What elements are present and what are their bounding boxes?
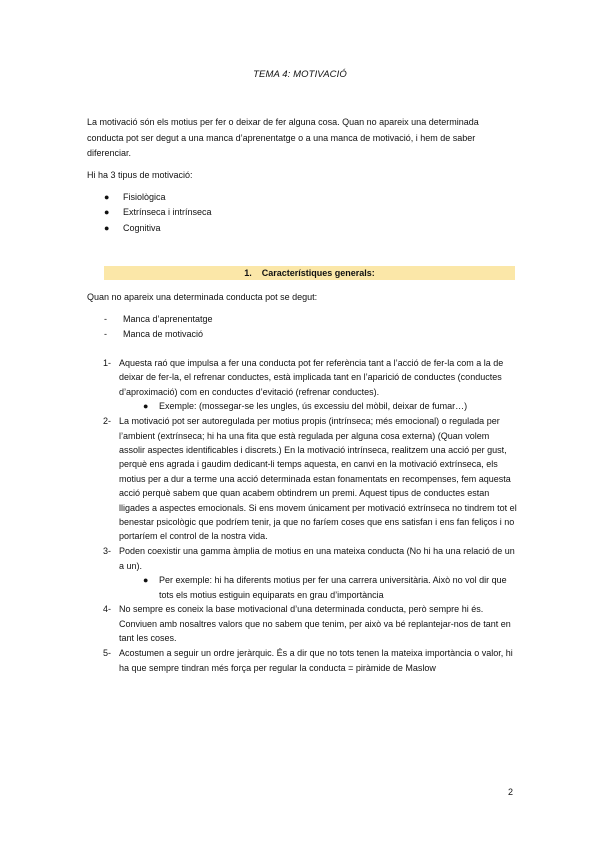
list-item: 4- No sempre es coneix la base motivacional d’una determinada conducta, però sempre hi és. Conviuen amb nosaltres valors que no sabem que tenim, per això va bé replantejar-nos de tant en tant les coses. bbox=[103, 604, 511, 644]
bullet-icon: ● bbox=[104, 192, 110, 202]
bullet-icon: ● bbox=[143, 401, 149, 412]
bullet-icon: ● bbox=[104, 207, 110, 218]
types-intro: Hi ha 3 tipus de motivació: bbox=[87, 170, 193, 180]
bullet-icon: ● bbox=[104, 222, 110, 233]
list-item: ● Extrínseca i intrínseca bbox=[87, 205, 212, 220]
list-item: - Manca d’aprenentatge bbox=[87, 312, 213, 327]
page-title: TEMA 4: MOTIVACIÓ bbox=[253, 69, 347, 80]
sub-item: ● Per exemple: hi ha diferents motius per fer una carrera universitària. Això no vol dir que tots els motius estiguin equiparats en grau d’importància bbox=[143, 575, 507, 600]
bullet-icon: ● bbox=[143, 575, 149, 586]
cause-intro: Quan no apareix una determinada conducta pot se degut: bbox=[87, 292, 318, 302]
page-number: 2 bbox=[508, 787, 514, 797]
list-item: ● Cognitiva bbox=[87, 221, 212, 236]
list-item: 1- Aquesta raó que impulsa a fer una conducta pot fer referència tant a l’acció de fer-la com a la de deixar de fer-la, el refrenar conductes, està implicada tant en l’aparició de conductes (conductes d’aproximació) com en conductes d’evitació (refrenar conductes). ● Exemple: (mossegar-se les ungles, ús excessiu del mòbil, deixar de fumar…) bbox=[87, 356, 517, 414]
dash-icon: - bbox=[104, 329, 107, 340]
dash-icon: - bbox=[104, 314, 107, 324]
intro-paragraph: La motivació són els motius per fer o deixar de fer alguna cosa. Quan no apareix una determinada conducta pot ser degut a una manca d’aprenentatge o a una manca de motivació, i hem de saber diferenciar. bbox=[87, 117, 479, 158]
list-item: 5- Acostumen a seguir un ordre jeràrquic. És a dir que no tots tenen la mateixa importància o valor, hi ha que sempre tindran més força per regular la conducta = piràmide de Maslow bbox=[103, 648, 513, 673]
types-list bbox=[87, 190, 212, 236]
causes-list bbox=[87, 312, 213, 343]
list-item: ● Fisiològica bbox=[87, 190, 212, 205]
list-item: 2- La motivació pot ser autoregulada per motius propis (intrínseca; més emocional) o regulada per l’ambient (extrínseca; hi ha una fita que està regulada per alguna cosa externa) (Quan volem assolir aspectes identificables i discrets.) En la motivació intrínseca, realitzem una acció per gust, perquè ens agrada i gaudim dedicant-li temps aquesta, en canvi en la motivació extrínseca, els motius per a dur a terme una acció determinada estan fonamentats en recompenses, fem aquesta acció perquè sabem que quan acabem obtindrem un premi. Aquest tipus de conductes estan lligades a aspectes emocionals. Si ens movem únicament per motivació extrínseca no tindrem tot el benestar psicològic que podríem tenir, ja que no faríem coses que ens satisfan i ens fan feliços i no portaríem el control de la nostra vida. bbox=[103, 416, 517, 542]
points-list bbox=[87, 356, 517, 675]
sub-item: ● Exemple: (mossegar-se les ungles, ús excessiu del mòbil, deixar de fumar…) bbox=[119, 399, 517, 413]
list-item: 3- Poden coexistir una gamma àmplia de motius en una mateixa conducta (No hi ha una relació de un a un). ● Per exemple: hi ha diferents motius per fer una carrera universitària. Això no vol dir que tots els motius estiguin equiparats en grau d’importància bbox=[87, 544, 517, 602]
list-item: - Manca de motivació bbox=[87, 327, 213, 342]
section-heading: 1. Característiques generals: bbox=[244, 268, 375, 278]
